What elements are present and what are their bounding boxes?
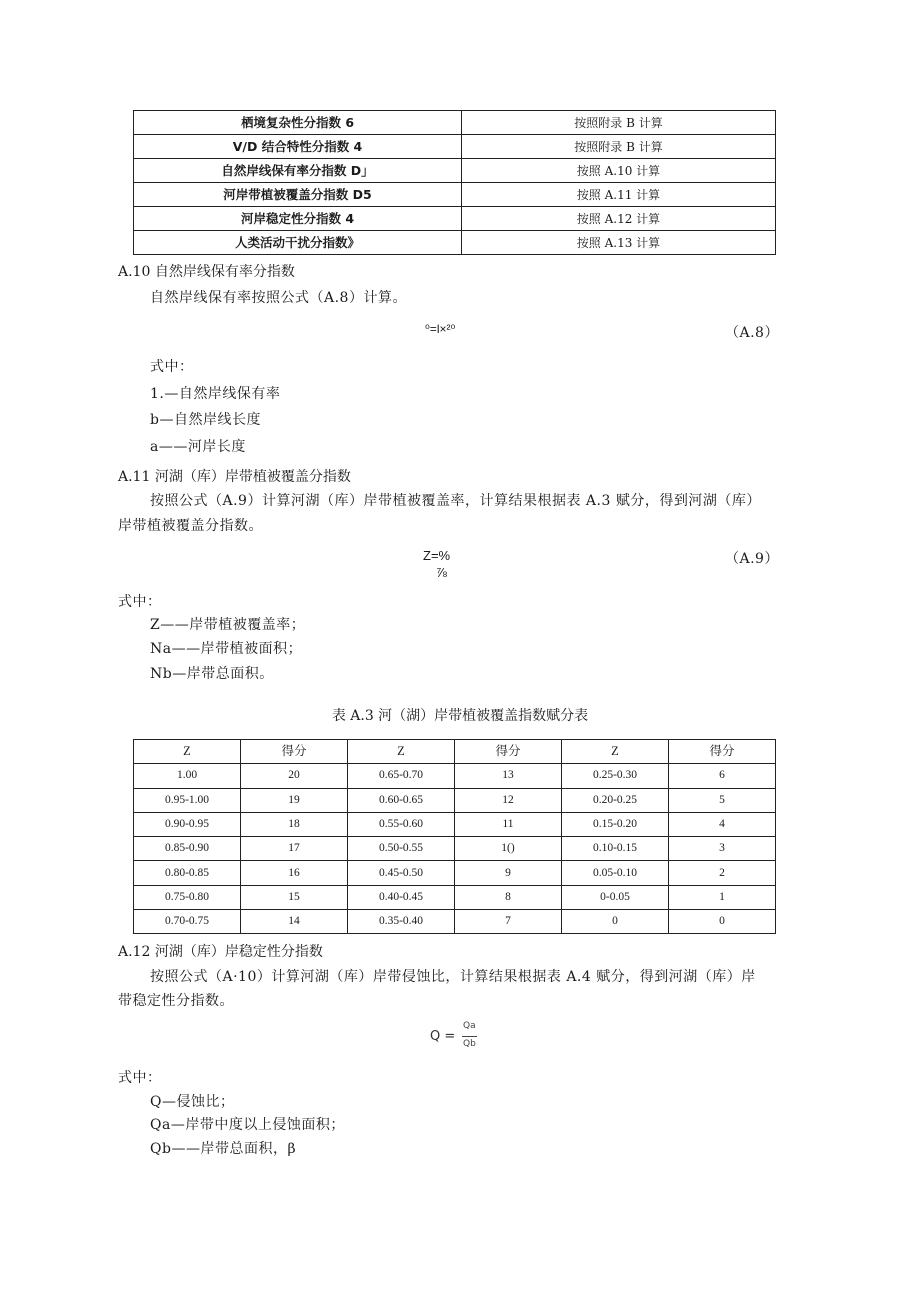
table-a3-score-cell: 19 xyxy=(241,788,348,812)
table-a3-z-cell: 0.45-0.50 xyxy=(348,861,455,885)
table-row xyxy=(134,812,776,836)
table-a3-header-cell: Z xyxy=(562,740,669,764)
a12-def-2: Qa—岸带中度以上侵蚀面积； xyxy=(150,1117,345,1133)
table-a3-score-cell: 9 xyxy=(455,861,562,885)
table-a3-caption: 表 A.3 河（湖）岸带植被覆盖指数赋分表 xyxy=(331,708,589,724)
table-a3-z-cell: 0.80-0.85 xyxy=(134,861,241,885)
table-a3-z-cell: 0.05-0.10 xyxy=(562,861,669,885)
sub-index-method: 按照 A.11 计算 xyxy=(462,183,776,207)
table-a3-z-cell: 0.65-0.70 xyxy=(348,764,455,788)
a12-paragraph-line2: 带稳定性分指数。 xyxy=(118,993,234,1009)
a10-def-3: a——河岸长度 xyxy=(150,439,246,455)
table-a3-score-cell: 15 xyxy=(241,885,348,909)
table-a3-z-cell: 0.70-0.75 xyxy=(134,910,241,934)
sub-index-name: 栖境复杂性分指数 6 xyxy=(134,111,462,135)
a11-paragraph-line1: 按照公式（A.9）计算河湖（库）岸带植被覆盖率，计算结果根据表 A.3 赋分，得到河湖（库） xyxy=(150,493,761,509)
table-a3-header-cell: Z xyxy=(348,740,455,764)
sub-index-method: 按照 A.10 计算 xyxy=(462,159,776,183)
a10-formula: ⁰=l×²⁰ xyxy=(425,322,456,336)
table-a3-score-cell: 4 xyxy=(669,812,776,836)
sub-index-name: 河岸带植被覆盖分指数 D5 xyxy=(134,183,462,207)
table-a3-score-cell: 18 xyxy=(241,812,348,836)
a12-formula xyxy=(430,1021,490,1055)
sub-index-method: 按照附录 B 计算 xyxy=(462,135,776,159)
table-row xyxy=(134,885,776,909)
a12-def-1: Q—侵蚀比； xyxy=(150,1094,235,1110)
a11-def-2: Na——岸带植被面积； xyxy=(150,641,303,657)
a10-def-2: b—自然岸线长度 xyxy=(150,412,261,428)
a12-fraction-bar xyxy=(462,1036,477,1037)
sub-index-row xyxy=(134,207,776,231)
table-a3-z-cell: 0.15-0.20 xyxy=(562,812,669,836)
table-a3-z-cell: 0.40-0.45 xyxy=(348,885,455,909)
table-a3-z-cell: 0 xyxy=(562,910,669,934)
a11-def-3: Nb—岸带总面积。 xyxy=(150,666,274,682)
table-row xyxy=(134,764,776,788)
sub-index-name: V/D 结合特性分指数 4 xyxy=(134,135,462,159)
table-a3-z-cell: 0.25-0.30 xyxy=(562,764,669,788)
table-row xyxy=(134,910,776,934)
sub-index-name: 自然岸线保有率分指数 D」 xyxy=(134,159,462,183)
table-a3-score-cell: 5 xyxy=(669,788,776,812)
a12-formula-numerator: Qa xyxy=(463,1021,476,1031)
table-a3-z-cell: 0-0.05 xyxy=(562,885,669,909)
a10-paragraph: 自然岸线保有率按照公式（A.8）计算。 xyxy=(150,290,407,306)
a12-paragraph-line1: 按照公式（A·10）计算河湖（库）岸带侵蚀比，计算结果根据表 A.4 赋分，得到河湖（库）岸 xyxy=(150,969,756,985)
a11-def-1: Z——岸带植被覆盖率； xyxy=(150,617,306,633)
sub-index-row xyxy=(134,159,776,183)
sub-index-row xyxy=(134,183,776,207)
table-a3-z-cell: 1.00 xyxy=(134,764,241,788)
sub-index-name: 河岸稳定性分指数 4 xyxy=(134,207,462,231)
table-a3-z-cell: 0.60-0.65 xyxy=(348,788,455,812)
sub-index-method: 按照 A.13 计算 xyxy=(462,231,776,255)
a12-heading: A.12 河湖（库）岸稳定性分指数 xyxy=(118,944,323,960)
a12-formula-denominator: Qb xyxy=(463,1039,476,1049)
table-a3-header-row xyxy=(134,740,776,764)
table-a3-header-cell: 得分 xyxy=(455,740,562,764)
table-a3-score-cell: 8 xyxy=(455,885,562,909)
table-a3-z-cell: 0.35-0.40 xyxy=(348,910,455,934)
table-a3-header-cell: 得分 xyxy=(669,740,776,764)
sub-index-table xyxy=(133,110,776,255)
a11-shizhong: 式中： xyxy=(118,594,162,610)
table-a3-score-cell: 20 xyxy=(241,764,348,788)
table-a3-score-cell: 14 xyxy=(241,910,348,934)
table-a3-z-cell: 0.95-1.00 xyxy=(134,788,241,812)
table-a3-z-cell: 0.75-0.80 xyxy=(134,885,241,909)
table-a3-score-cell: 7 xyxy=(455,910,562,934)
table-a3-score-cell: 0 xyxy=(669,910,776,934)
a10-heading: A.10 自然岸线保有率分指数 xyxy=(118,264,295,280)
table-a3-header-cell: Z xyxy=(134,740,241,764)
sub-index-row xyxy=(134,231,776,255)
table-a3-score-cell: 3 xyxy=(669,837,776,861)
table-a3-score-cell: 1 xyxy=(669,885,776,909)
a11-formula-top: Z=% xyxy=(423,548,451,563)
table-a3-z-cell: 0.85-0.90 xyxy=(134,837,241,861)
sub-index-row xyxy=(134,135,776,159)
table-a3 xyxy=(133,739,776,934)
a12-shizhong: 式中： xyxy=(118,1070,162,1086)
table-a3-score-cell: 17 xyxy=(241,837,348,861)
sub-index-row xyxy=(134,111,776,135)
a11-heading: A.11 河湖（库）岸带植被覆盖分指数 xyxy=(118,469,351,485)
a11-formula-bottom: ⅞ xyxy=(436,565,447,580)
table-a3-score-cell: 11 xyxy=(455,812,562,836)
a11-paragraph-line2: 岸带植被覆盖分指数。 xyxy=(118,518,263,534)
table-a3-z-cell: 0.90-0.95 xyxy=(134,812,241,836)
table-row xyxy=(134,837,776,861)
table-a3-score-cell: 1() xyxy=(455,837,562,861)
table-a3-score-cell: 2 xyxy=(669,861,776,885)
table-a3-z-cell: 0.50-0.55 xyxy=(348,837,455,861)
table-a3-score-cell: 6 xyxy=(669,764,776,788)
sub-index-name: 人类活动干扰分指数》 xyxy=(134,231,462,255)
table-a3-score-cell: 16 xyxy=(241,861,348,885)
table-a3-header-cell: 得分 xyxy=(241,740,348,764)
table-a3-z-cell: 0.10-0.15 xyxy=(562,837,669,861)
table-row xyxy=(134,788,776,812)
a10-shizhong: 式中： xyxy=(150,359,194,375)
table-a3-z-cell: 0.20-0.25 xyxy=(562,788,669,812)
a12-formula-lhs: Q = xyxy=(430,1029,456,1044)
table-a3-score-cell: 13 xyxy=(455,764,562,788)
sub-index-method: 按照 A.12 计算 xyxy=(462,207,776,231)
a12-def-3: Qb——岸带总面积，β xyxy=(150,1141,297,1157)
table-a3-score-cell: 12 xyxy=(455,788,562,812)
a10-equation-number: （A.8） xyxy=(725,325,779,341)
sub-index-method: 按照附录 B 计算 xyxy=(462,111,776,135)
a11-equation-number: （A.9） xyxy=(725,551,779,567)
table-a3-z-cell: 0.55-0.60 xyxy=(348,812,455,836)
table-row xyxy=(134,861,776,885)
a10-def-1: 1.—自然岸线保有率 xyxy=(150,386,281,402)
